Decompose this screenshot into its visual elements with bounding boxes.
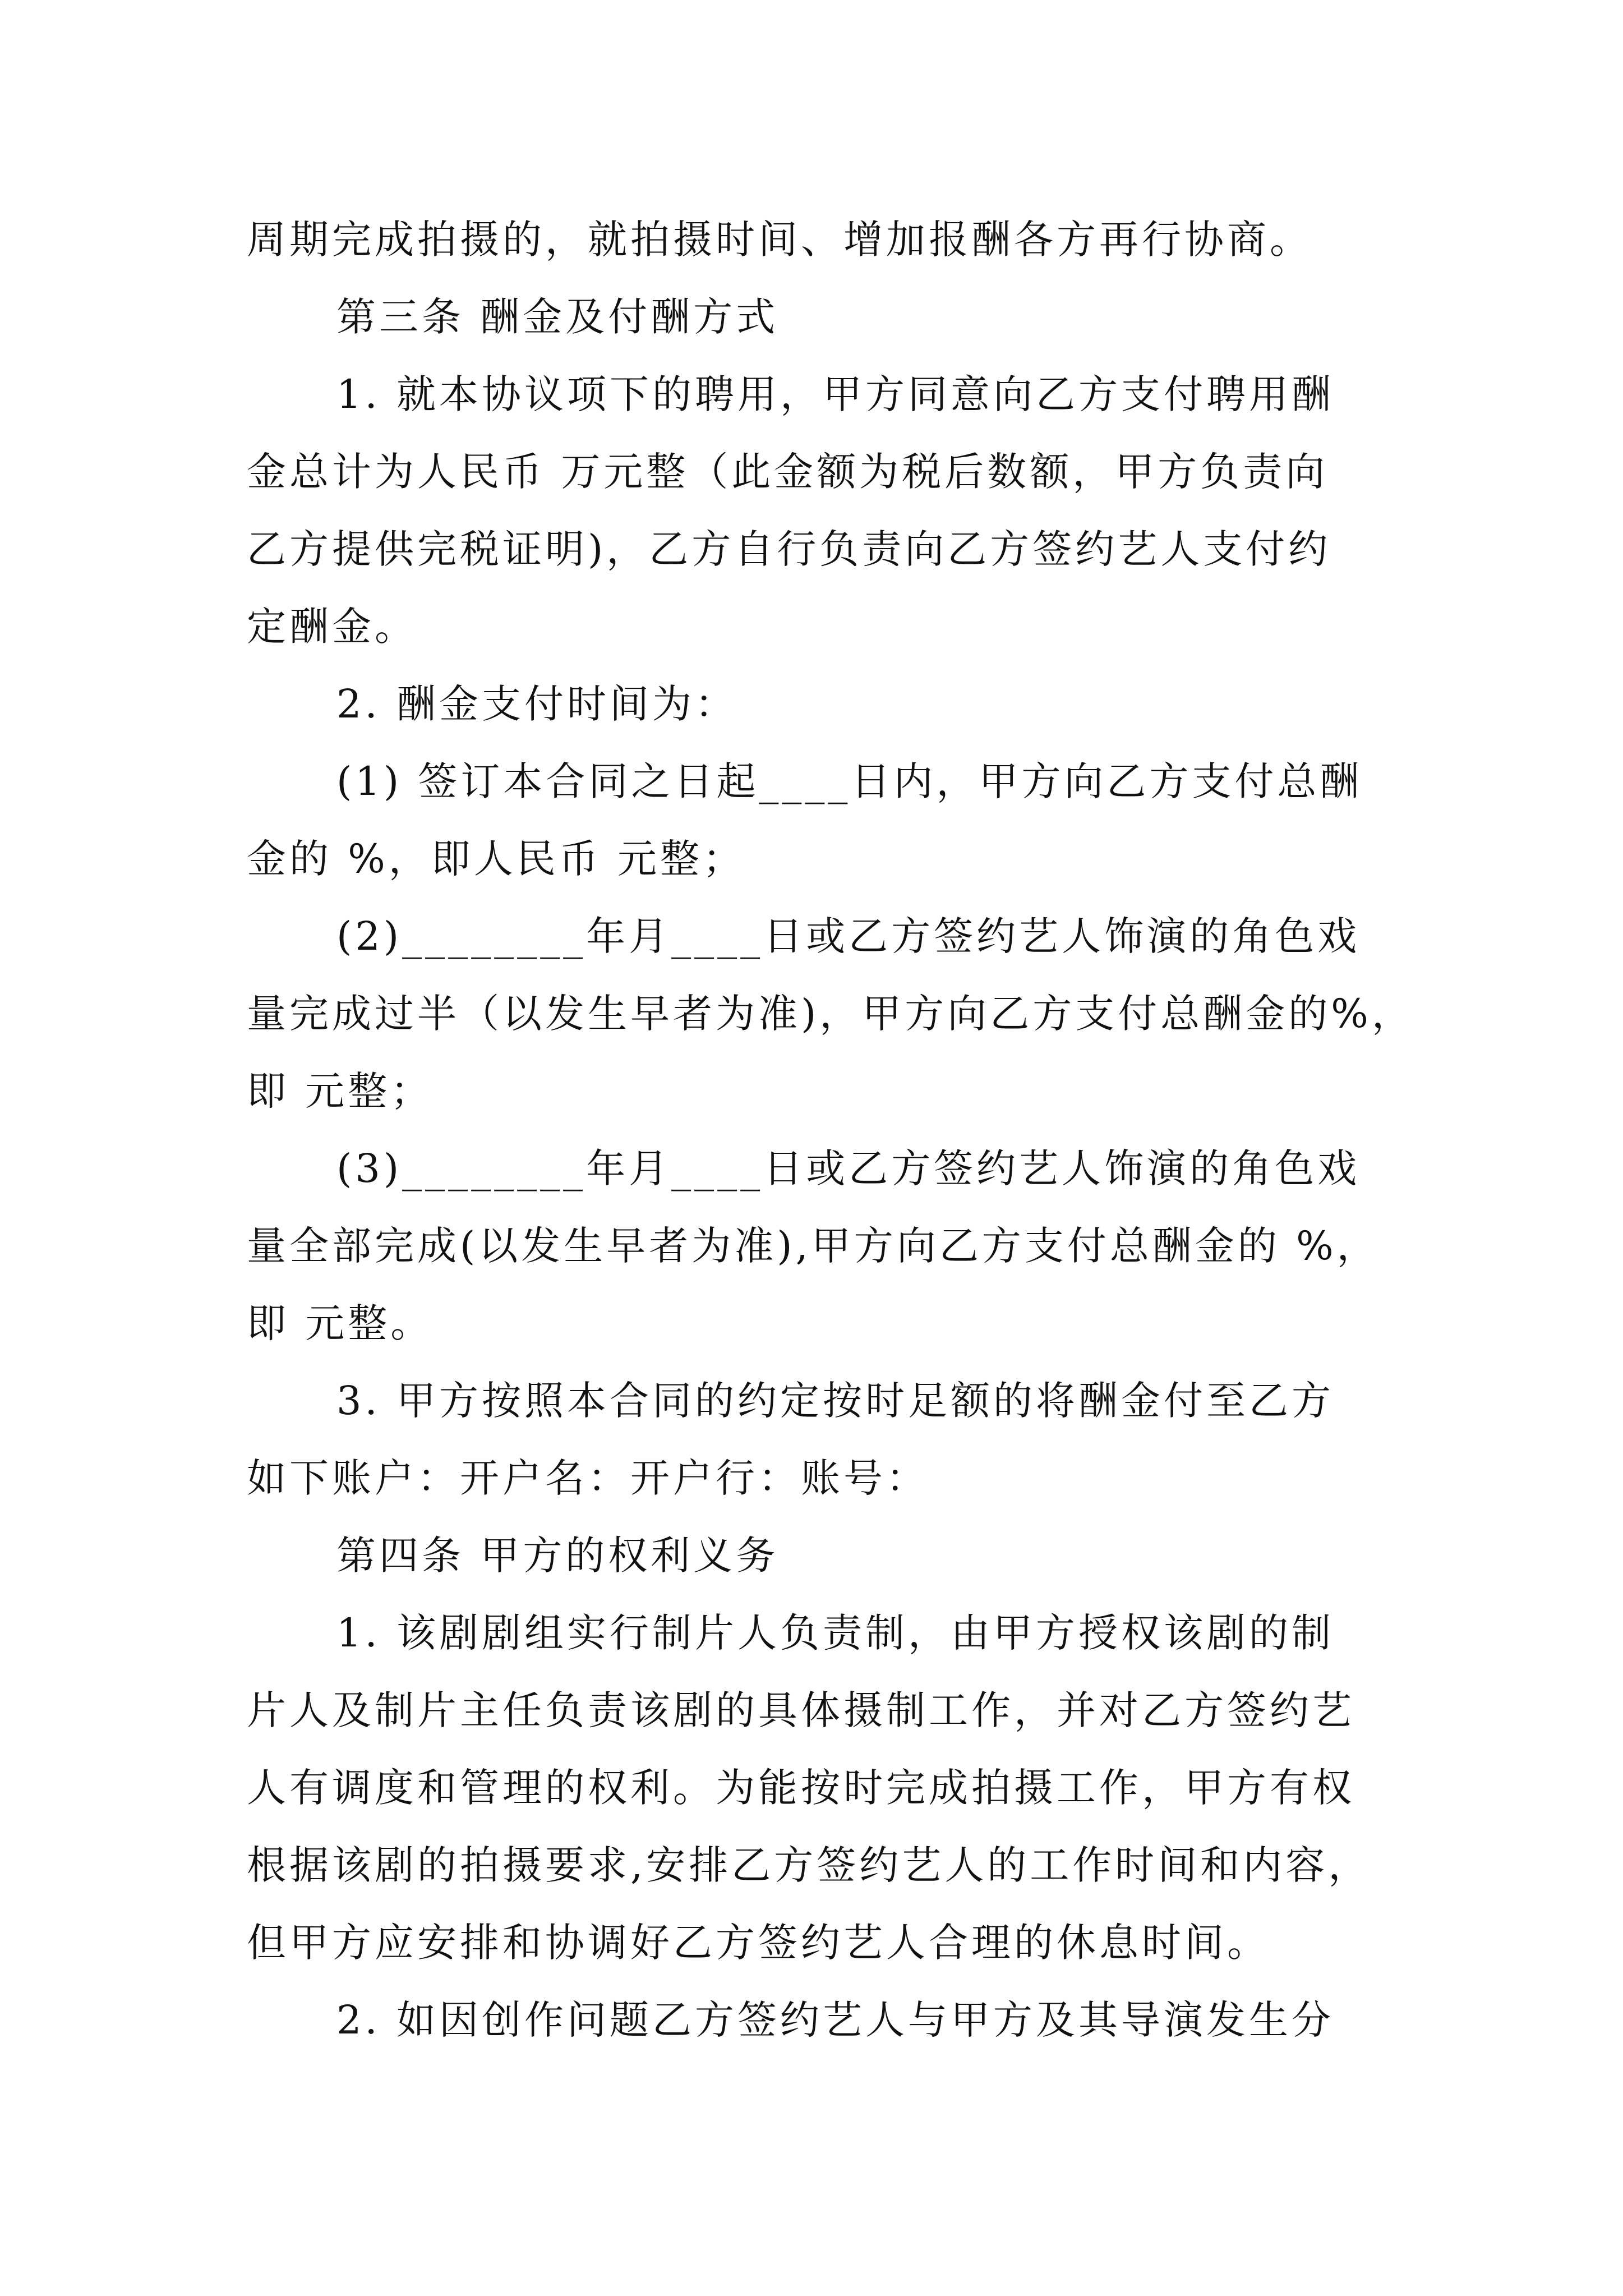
text-line: 量完成过半（以发生早者为准)，甲方向乙方支付总酬金的%， — [247, 991, 1414, 1037]
text-line: 但甲方应安排和协调好乙方签约艺人合理的休息时间。 — [247, 1920, 1270, 1966]
text-line: 根据该剧的拍摄要求,安排乙方签约艺人的工作时间和内容， — [247, 1842, 1371, 1888]
text-line: 即 元整； — [247, 1068, 434, 1114]
text-line: 即 元整。 — [247, 1300, 434, 1346]
text-line: (2)________年月____日或乙方签约艺人饰演的角色戏 — [336, 913, 1361, 959]
text-line: 人有调度和管理的权利。为能按时完成拍摄工作，甲方有权 — [247, 1765, 1355, 1811]
text-line: 1. 该剧剧组实行制片人负责制，由甲方授权该剧的制 — [336, 1610, 1335, 1656]
text-line: 如下账户：开户名：开户行：账号： — [247, 1455, 929, 1501]
section-heading: 第四条 甲方的权利义务 — [336, 1533, 779, 1579]
text-line: 金总计为人民币 万元整（此金额为税后数额，甲方负责向 — [247, 449, 1329, 495]
text-line: 1. 就本协议项下的聘用，甲方同意向乙方支付聘用酬 — [336, 371, 1335, 417]
text-line: 定酬金。 — [247, 604, 417, 650]
text-line: 周期完成拍摄的，就拍摄时间、增加报酬各方再行协商。 — [247, 217, 1312, 263]
text-line: 金的 %，即人民币 元整； — [247, 836, 746, 882]
text-line: (3)________年月____日或乙方签约艺人饰演的角色戏 — [336, 1145, 1361, 1191]
text-line: 乙方提供完税证明)，乙方自行负责向乙方签约艺人支付约 — [247, 526, 1331, 572]
text-line: 3. 甲方按照本合同的约定按时足额的将酬金付至乙方 — [336, 1378, 1335, 1424]
text-line: (1) 签订本合同之日起____日内，甲方向乙方支付总酬 — [336, 758, 1363, 804]
section-heading: 第三条 酬金及付酬方式 — [336, 294, 779, 340]
text-line: 片人及制片主任负责该剧的具体摄制工作，并对乙方签约艺 — [247, 1687, 1355, 1733]
text-line: 2. 酬金支付时间为： — [336, 681, 738, 727]
text-line: 2. 如因创作问题乙方签约艺人与甲方及其导演发生分 — [336, 1997, 1335, 2043]
text-line: 量全部完成(以发生早者为准),甲方向乙方支付总酬金的 %， — [247, 1223, 1380, 1269]
